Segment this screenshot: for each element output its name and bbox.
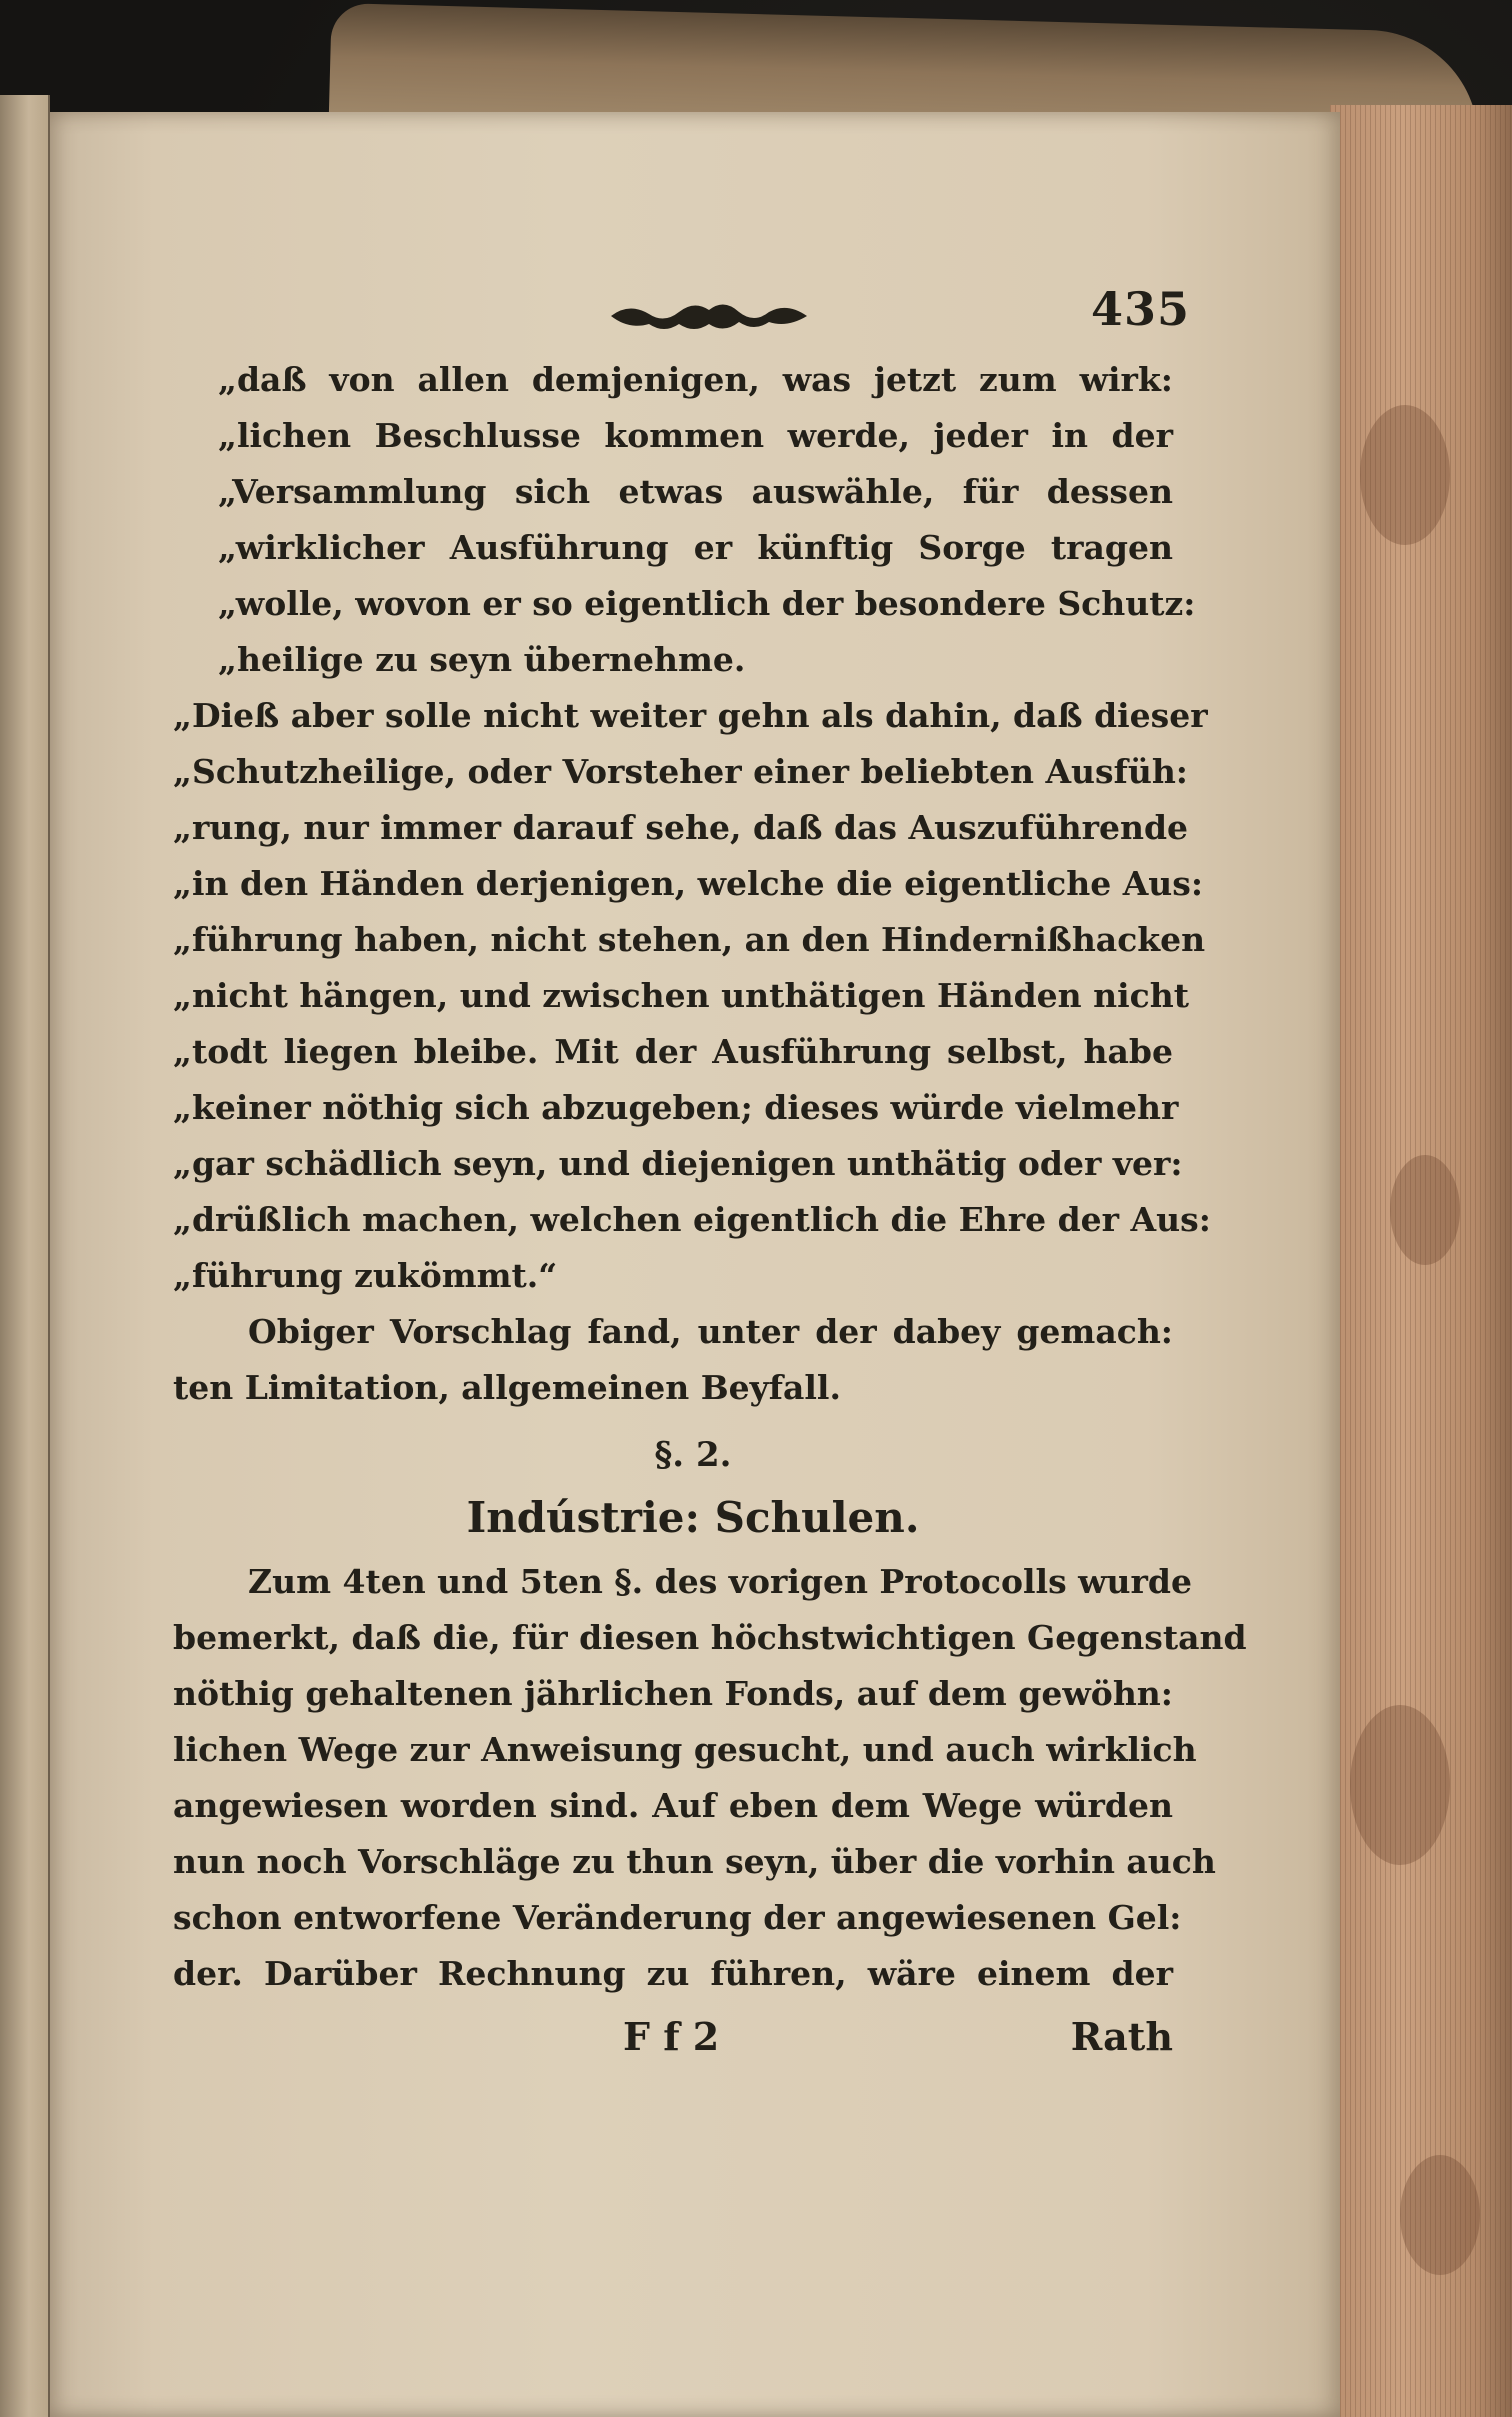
section-title: Indústrie: Schulen. xyxy=(466,1493,920,1542)
book-page xyxy=(50,112,1340,2417)
text-line: „keiner nöthig sich abzugeben; dieses würde vielmehr xyxy=(173,1088,1179,1127)
text-line: bemerkt, daß die, für diesen höchstwichtigen Gegenstand xyxy=(173,1618,1247,1657)
text-line: nun noch Vorschläge zu thun seyn, über die vorhin auch xyxy=(173,1842,1216,1881)
printer-ornament-icon xyxy=(609,294,809,334)
text-line: Obiger Vorschlag fand, unter der dabey gemach: xyxy=(248,1312,1173,1351)
quote-paragraph-1 xyxy=(173,352,1196,688)
page-edges xyxy=(1330,105,1512,2417)
text-line: „führung zukömmt.“ xyxy=(173,1256,558,1295)
text-line: „Schutzheilige, oder Vorsteher einer beliebten Ausfüh: xyxy=(173,752,1188,791)
text-line: „gar schädlich seyn, und diejenigen unthätig oder ver: xyxy=(173,1144,1183,1183)
paragraph-2 xyxy=(173,1554,1247,2002)
catchword: Rath xyxy=(1070,2014,1173,2059)
text-line: „in den Händen derjenigen, welche die eigentliche Aus: xyxy=(173,864,1204,903)
text-block xyxy=(173,282,1247,2074)
quote-paragraph-2 xyxy=(173,688,1211,1304)
text-line: „nicht hängen, und zwischen unthätigen Händen nicht xyxy=(173,976,1190,1015)
text-line: „heilige zu seyn übernehme. xyxy=(218,640,746,679)
text-line: der. Darüber Rechnung zu führen, wäre einem der xyxy=(173,1954,1173,1993)
text-line: „führung haben, nicht stehen, an den Hindernißhacken xyxy=(173,920,1206,959)
text-line: „daß von allen demjenigen, was jetzt zum wirk: xyxy=(218,360,1173,399)
signature-mark: F f 2 xyxy=(623,2014,720,2059)
text-line: „lichen Beschlusse kommen werde, jeder in der xyxy=(218,416,1173,455)
page-footer xyxy=(173,2004,1173,2074)
text-line: „todt liegen bleibe. Mit der Ausführung selbst, habe xyxy=(173,1032,1173,1071)
page-header xyxy=(173,282,1191,352)
paragraph-1 xyxy=(173,1304,1173,1416)
text-line: „drüßlich machen, welchen eigentlich die Ehre der Aus: xyxy=(173,1200,1211,1239)
page-number: 435 xyxy=(1091,282,1191,336)
text-line: „wolle, wovon er so eigentlich der besondere Schutz: xyxy=(218,584,1196,623)
text-line: „Versammlung sich etwas auswähle, für dessen xyxy=(218,472,1173,511)
text-line: lichen Wege zur Anweisung gesucht, und auch wirklich xyxy=(173,1730,1197,1769)
text-line: „rung, nur immer darauf sehe, daß das Auszuführende xyxy=(173,808,1189,847)
left-page-edge xyxy=(0,95,50,2417)
text-line: nöthig gehaltenen jährlichen Fonds, auf dem gewöhn: xyxy=(173,1674,1173,1713)
text-line: schon entworfene Veränderung der angewiesenen Gel: xyxy=(173,1898,1182,1937)
text-line: Zum 4ten und 5ten §. des vorigen Protocolls wurde xyxy=(248,1562,1192,1601)
text-line: ten Limitation, allgemeinen Beyfall. xyxy=(173,1368,841,1407)
section-number: §. 2. xyxy=(654,1435,732,1475)
text-line: „wirklicher Ausführung er künftig Sorge tragen xyxy=(218,528,1173,567)
text-line: angewiesen worden sind. Auf eben dem Wege würden xyxy=(173,1786,1173,1825)
text-line: „Dieß aber solle nicht weiter gehn als dahin, daß dieser xyxy=(173,696,1208,735)
